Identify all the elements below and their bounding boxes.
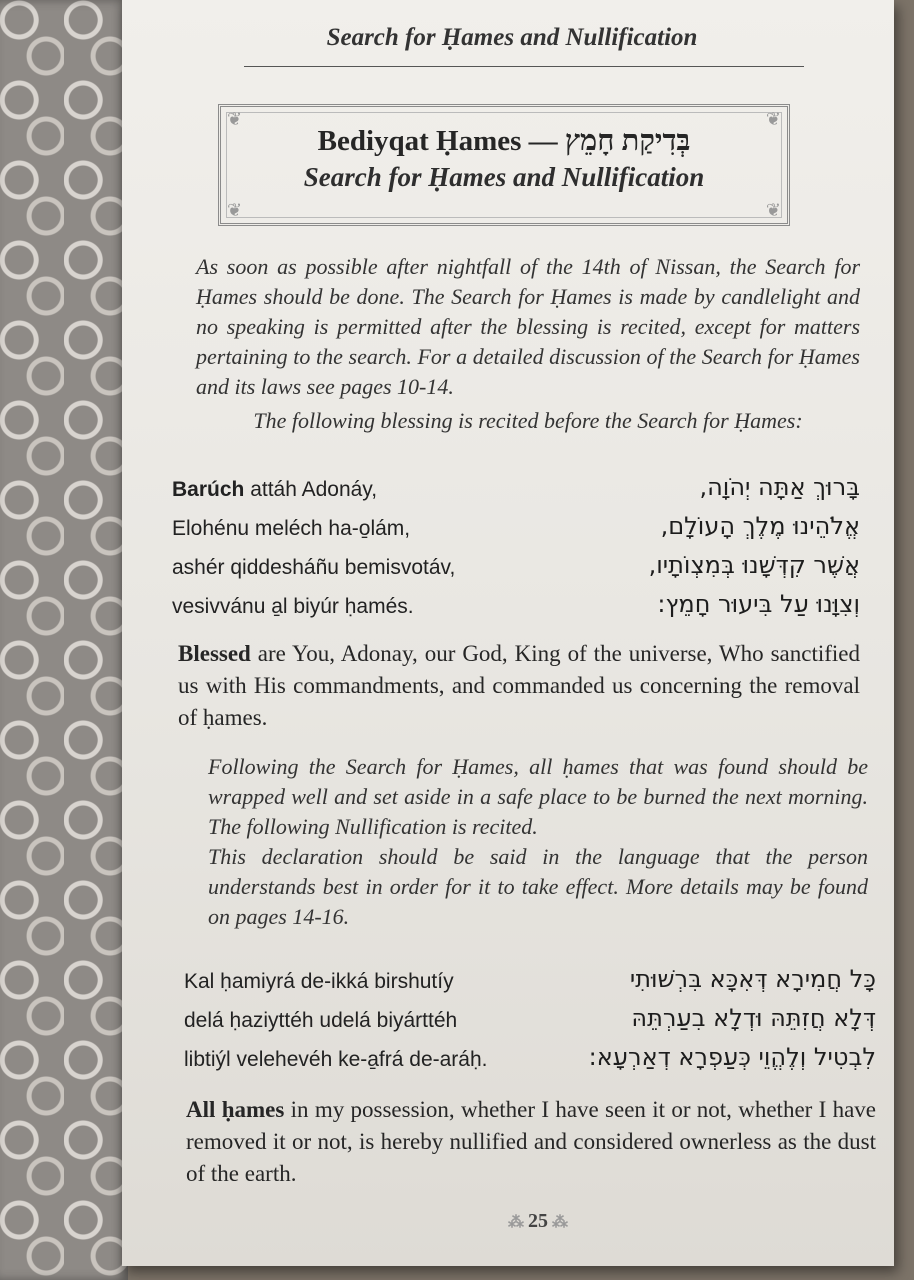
hebrew-line: בָּרוּךְ אַתָּה יְהֹוָה, [699, 473, 860, 501]
translit-line: ashér qiddesháñu bemisvotáv, [172, 556, 456, 579]
translit-line: vesivvánu a̱l biyúr ḥamés. [172, 595, 414, 618]
title-hebrew-heading: Bediyqat Ḥames — בְּדִיקַת חָמֵץ [317, 125, 691, 157]
left-ornament-icon: ⁂ [508, 1214, 528, 1231]
translit-line: libtiýl velehevéh ke-a̱frá de-aráḥ. [184, 1048, 488, 1071]
blessing-hebrew [522, 468, 860, 624]
after-search-instructions [208, 752, 868, 932]
hebrew-line: כָּל חֲמִירָא דְּאִכָּא בִּרְשׁוּתִי [629, 965, 876, 993]
hebrew-line: לִבְטִיל וְלֶהֱוֵי כְּעַפְרָא דְאַרְעָא: [588, 1043, 876, 1071]
title-box [218, 104, 790, 226]
blessing-transliteration [172, 470, 512, 626]
header-rule [244, 66, 804, 67]
blessing-lead-in: The following blessing is recited before the Search for Ḥames: [253, 408, 803, 433]
after-search-paragraph: Following the Search for Ḥames, all ḥames that was found should be wrapped well and set aside in a safe place to be burned the next morning. The following Nullification is recited. [208, 754, 868, 839]
blessing-translation: Blessed are You, Adonay, our God, King of the universe, Who sanctified us with His commandments, and commanded us concerning the removal of ḥames. [178, 641, 860, 730]
translit-line: Kal ḥamiyrá de-ikká birshutíy [184, 970, 454, 993]
nullification-hebrew [536, 960, 876, 1077]
corner-ornament-icon: ❦ [765, 200, 781, 220]
hebrew-line: דְּלָא חֲזִתֵּהּ וּדְלָא בִעַרְתֵּהּ [631, 1004, 876, 1032]
page-number: ⁂ 25 ⁂ [508, 1210, 568, 1232]
corner-ornament-icon: ❦ [227, 200, 243, 220]
declaration-note: This declaration should be said in the language that the person understands best in order for it to take effect. More details may be found on pages 14-16. [208, 844, 868, 929]
book-page [122, 0, 894, 1266]
hebrew-line: וְצִוָּנוּ עַל בִּיעוּר חָמֵץ: [657, 590, 860, 618]
translit-line: delá ḥaziyttéh udelá biyárttéh [184, 1009, 458, 1032]
translit-line: Elohénu meléch ha-o̱lám, [172, 517, 411, 540]
corner-ornament-icon: ❦ [227, 109, 243, 129]
decorative-border [0, 0, 128, 1280]
right-ornament-icon: ⁂ [548, 1214, 568, 1231]
nullification-translation: All ḥames in my possession, whether I have seen it or not, whether I have removed it or not, is hereby nullified and considered ownerless as the dust of the earth. [186, 1097, 877, 1186]
hebrew-line: אֲשֶׁר קִדְּשָׁנוּ בְּמִצְוֹתָיו, [648, 551, 860, 579]
running-head: Search for Ḥames and Nullification [326, 24, 698, 51]
intro-instructions [196, 252, 860, 436]
intro-paragraph: As soon as possible after nightfall of the 14th of Nissan, the Search for Ḥames should be done. The Search for Ḥames is made by candlelight and no speaking is permitted after the blessing is recited, except for matters pertaining to the search. For a detailed discussion of the Search for Ḥames and its laws see pages 10-14. [196, 254, 860, 399]
translit-line: Barúch attáh Adonáy, [172, 478, 378, 501]
hebrew-line: אֱלֹהֵינוּ מֶלֶךְ הָעוֹלָם, [660, 512, 860, 540]
corner-ornament-icon: ❦ [765, 109, 781, 129]
title-english-heading: Search for Ḥames and Nullification [303, 162, 705, 192]
nullification-transliteration [184, 962, 554, 1079]
